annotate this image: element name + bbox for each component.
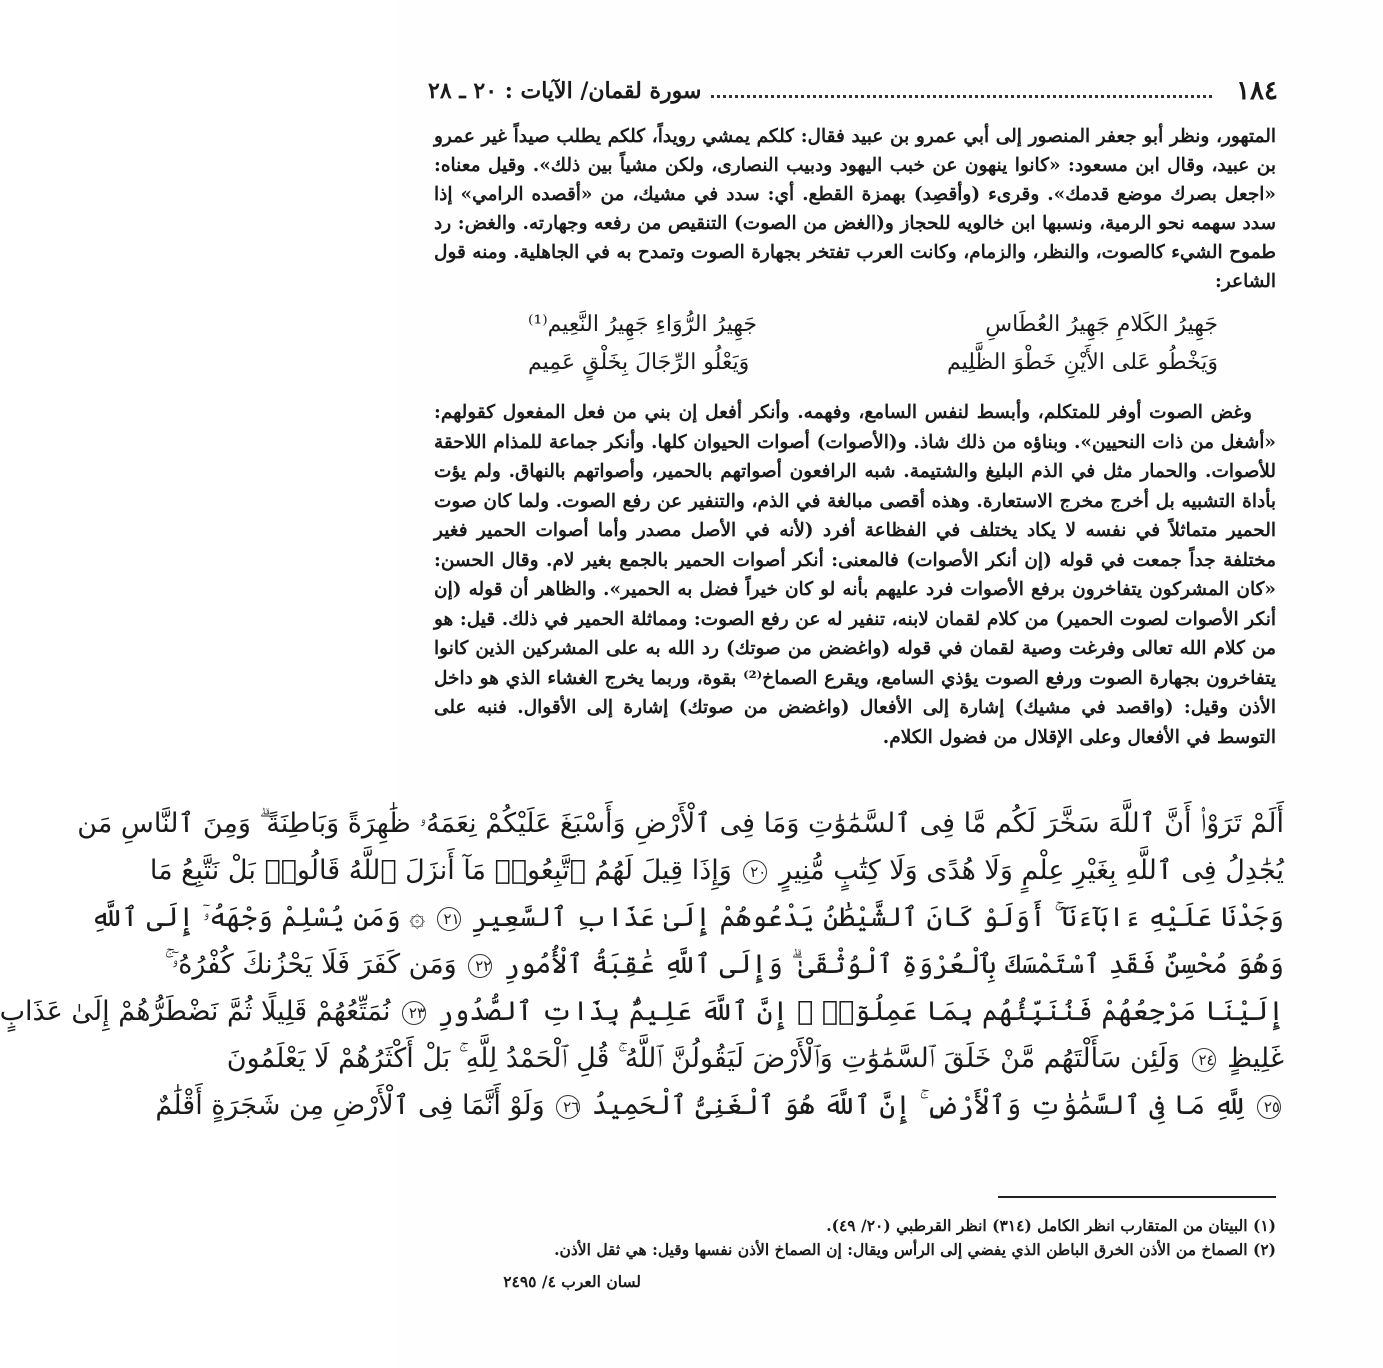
- poem-line-1: [528, 306, 1218, 344]
- footnote-source: لسان العرب ٤/ ٢٤٩٥: [503, 1272, 641, 1291]
- aya-number-marker: ٢٥: [1257, 1095, 1281, 1119]
- poem-line1-first-hemistich: جَهِيرُ الكَلامِ جَهِيرُ العُطَاسِ: [985, 312, 1218, 337]
- quran-line-text: إِلَيْنَا مَرْجِعُهُمْ فَنُنَبِّئُهُم بِمَا عَمِلُوٓا۟ ۚ إِنَّ ٱللَّهَ عَلِيمٌۢ بِذَاتِ ٱلصُّدُورِ: [437, 996, 1284, 1027]
- page-header: [428, 74, 1278, 108]
- quran-line-text: أَلَمْ تَرَوْا۟ أَنَّ ٱللَّهَ سَخَّرَ لَكُم مَّا فِى ٱلسَّمَٰوَٰتِ وَمَا فِى ٱلْأَرْضِ وَأَسْبَغَ عَلَيْكُمْ نِعَمَهُۥ ظَٰهِرَةً وَبَاطِنَةً ۗ وَمِنَ ٱلنَّاسِ مَن: [77, 808, 1284, 839]
- commentary-top-text: المتهور، ونظر أبو جعفر المنصور إلى أبي عمرو بن عبيد فقال: كلكم يمشي رويداً، كلكم يطلب صيداً غير عمرو بن عبيد، وقال ابن مسعود: «كانوا ينهون عن خبب اليهود ودبيب النصارى، ولكن مشياً بين ذلك». وقيل معناه: «اجعل بصرك موضع قدمك». وقرىء (وأقصِد) بهمزة القطع. أي: سدد في مشيك، من «أقصده الرامي» إذا سدد سهمه نحو الرمية، ونسبها ابن خالويه للحجاز و(الغض من الصوت) التنقيص من رفعه وجهارته. والغض: رد طموح الشيء كالصوت، والنظر، والزمام، وكانت العرب تفتخر بجهارة الصوت وتمدح به في الجاهلية. ومنه قول الشاعر:: [434, 126, 1276, 292]
- quran-line: [155, 1082, 1284, 1129]
- quran-line-text: وَجَدْنَا عَلَيْهِ ءَابَآءَنَآ ۚ أَوَلَوْ كَانَ ٱلشَّيْطَٰنُ يَدْعُوهُمْ إِلَىٰ عَذَابِ ٱلسَّعِيرِ: [472, 902, 1284, 933]
- surah-title: سورة لقمان/ الآيات : ٢٠ ـ ٢٨: [428, 78, 702, 104]
- aya-number-marker: ٢٠: [743, 860, 767, 884]
- quran-line-text: وَلَوْ أَنَّمَا فِى ٱلْأَرْضِ مِن شَجَرَةٍ أَقْلَٰمٌ: [155, 1090, 545, 1121]
- commentary-bottom: [434, 398, 1276, 752]
- poem-line-2: [528, 344, 1218, 382]
- aya-number-marker: ٢١: [437, 907, 461, 931]
- header-dotted-leader: [711, 85, 1212, 98]
- aya-number-marker: ٢٤: [1192, 1048, 1216, 1072]
- quran-line-text: وَإِذَا قِيلَ لَهُمُ ٱتَّبِعُوا۟ مَآ أَنزَلَ ٱللَّهُ قَالُوا۟ بَلْ نَتَّبِعُ مَا: [149, 855, 732, 886]
- quran-line-text: وَمَن كَفَرَ فَلَا يَحْزُنكَ كُفْرُهُۥٓ ۚ: [164, 949, 457, 980]
- quran-line-text: لِلَّهِ مَا فِى ٱلسَّمَٰوَٰتِ وَٱلْأَرْضِ ۚ إِنَّ ٱللَّهَ هُوَ ٱلْغَنِىُّ ٱلْحَمِيدُ: [591, 1090, 1246, 1121]
- poem: [528, 306, 1218, 382]
- footnote-1: (١) البيتان من المتقارب انظر الكامل (٣١٤) انظر القرطبي (٢٠/ ٤٩).: [826, 1216, 1276, 1235]
- footnotes: [434, 1214, 1276, 1262]
- footnote-2: (٢) الصماخ من الأذن الخرق الباطن الذي يفضي إلى الرأس ويقال: إن الصماخ الأذن نفسها وقيل: هي ثقل الأذن.: [554, 1240, 1276, 1259]
- quran-text-block: [0, 800, 1284, 1129]
- aya-number-marker: ٢٢: [468, 954, 492, 978]
- aya-number-marker: ٢٦: [556, 1095, 580, 1119]
- footnote-divider: [998, 1196, 1276, 1198]
- page-number: ١٨٤: [1236, 76, 1278, 106]
- quran-line-text: نُمَتِّعُهُمْ قَلِيلًا ثُمَّ نَضْطَرُّهُمْ إِلَىٰ عَذَابٍ: [0, 996, 391, 1027]
- quran-line: [226, 1035, 1284, 1082]
- commentary-top: [434, 122, 1276, 296]
- quran-line-text: وَلَئِن سَأَلْتَهُم مَّنْ خَلَقَ ٱلسَّمَٰوَٰتِ وَٱلْأَرْضَ لَيَقُولُنَّ ٱللَّهُ ۚ قُلِ ٱلْحَمْدُ لِلَّهِ ۚ بَلْ أَكْثَرُهُمْ لَا يَعْلَمُونَ: [226, 1043, 1180, 1074]
- aya-number-marker: ٢٣: [402, 1001, 426, 1025]
- quran-line: [149, 847, 1284, 894]
- quran-line-text: وَهُوَ مُحْسِنٌ فَقَدِ ٱسْتَمْسَكَ بِٱلْعُرْوَةِ ٱلْوُثْقَىٰ ۗ وَإِلَى ٱللَّهِ عَٰقِبَةُ ٱلْأُمُورِ: [503, 949, 1284, 980]
- quran-line: [164, 941, 1284, 988]
- quran-line: [90, 894, 1284, 941]
- commentary-bottom-text: وغض الصوت أوفر للمتكلم، وأبسط لنفس السامع، وفهمه. وأنكر أفعل إن بني من فعل المفعول كقولهم: «أشغل من ذات النحيين». وبناؤه من ذلك شاذ. و(الأصوات) أصوات الحيوان كلها. وأنكر جماعة للمذام اللاحقة للأصوات. والحمار مثل في الذم البليغ والشتيمة. شبه الرافعون أصواتهم بالحمير، وأصواتهم بالنهاق. ولم يؤت بأداة التشبيه بل أخرج مخرج الاستعارة. وهذه أقصى مبالغة في الذم، والتنفير عن رفع الصوت. ولما كان صوت الحمير متماثلاً في نفسه لا يكاد يختلف في الفظاعة أفرد (لأنه في الأصل مصدر وأما أصوات الحمير فغير مختلفة جداً جمعت في قوله (إن أنكر الأصوات) فالمعنى: أنكر أصوات الحمير بالجمع بغير لام. وقال الحسن: «كان المشركون يتفاخرون برفع الأصوات فرد عليهم بأنه لو كان خيراً فضل به الحمير». والظاهر أن قوله (إن أنكر الأصوات لصوت الحمير) من كلام لقمان لابنه، تنفير له عن رفع الصوت: ومماثلة الحمير في ذلك. قيل: هو من كلام الله تعالى وفرغت وصية لقمان في قوله (واغضض من صوتك) رد الله به على المشركين الذين كانوا يتفاخرون بجهارة الصوت ورفع الصوت يؤذي السامع، ويقرع الصماخ⁽²⁾ بقوة، وربما يخرج الغشاء الذي هو داخل الأذن وقيل: (واقصد في مشيك) إشارة إلى الأفعال (واغضض من صوتك) إشارة إلى الأقوال. فنبه على التوسط في الأفعال وعلى الإقلال من فضول الكلام.: [434, 402, 1276, 748]
- quran-line: [77, 800, 1284, 847]
- poem-line1-second-hemistich: جَهِيرُ الرُّوَاءِ جَهِيرُ النَّعِيم⁽¹⁾: [528, 312, 758, 337]
- poem-line2-first-hemistich: وَيَخْطُو عَلى الأَيْنِ خَطْوَ الظَّلِيم: [946, 350, 1218, 375]
- quran-line-text: ۞ وَمَن يُسْلِمْ وَجْهَهُۥٓ إِلَى ٱللَّهِ: [90, 902, 426, 933]
- quran-line-text: يُجَٰدِلُ فِى ٱللَّهِ بِغَيْرِ عِلْمٍ وَلَا هُدًى وَلَا كِتَٰبٍ مُّنِيرٍ: [778, 855, 1284, 886]
- quran-line-text: غَلِيظٍ: [1227, 1043, 1284, 1074]
- poem-line2-second-hemistich: وَيَعْلُو الرِّجَالَ بِخَلْقٍ عَمِيم: [528, 350, 750, 375]
- quran-line: [0, 988, 1284, 1035]
